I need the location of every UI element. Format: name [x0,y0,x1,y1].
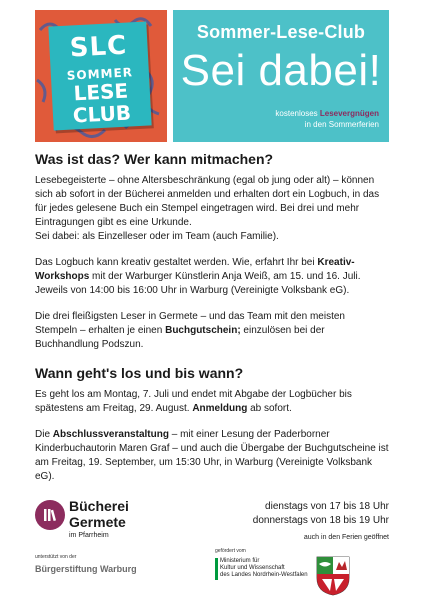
section2-paragraph1 [35,388,389,416]
s2p2-text-a: Die [35,429,53,440]
hours-tuesday: dienstags von 17 bis 18 Uhr [265,501,389,512]
s2p2-text-b: – mit einer Lesung der Paderborner Kinderbuchautorin Maren Graf – und auch die Übergabe der Buchgutscheine ist am Freitag, 19. September, um 15:30 Uhr, in Warburg (Vereinigte Volksbank eG). [35,429,389,482]
logo-card [48,22,151,131]
library-name-line2: Germete [69,514,126,530]
main-headline: Sei dabei! [180,46,382,95]
main-content [35,150,389,496]
section2-heading: Wann geht's los und bis wann? [35,365,244,381]
section1-paragraph3 [35,310,389,352]
club-title: Sommer-Lese-Club [196,22,366,42]
workshop-highlight: Kreativ-Workshops [35,257,355,282]
p3-text-b: einzulösen bei der Buchhandlung Podszun. [35,325,325,350]
ministry-bar [215,558,218,580]
logo-line-club: CLUB [72,100,132,128]
library-books-icon [35,500,65,530]
supporter-name: Bürgerstiftung Warburg [35,564,137,574]
final-event-highlight: Abschlussveranstaltung [52,429,169,440]
s2p1-text-a: Es geht los am Montag, 7. Juli und endet mit Abgabe der Logbücher bis spätestens am Freitag, 29. August. [35,389,352,414]
slc-logo [35,10,167,142]
ministry-line1: Ministerium für [220,558,260,564]
tagline [275,108,379,130]
section1-paragraph1: Lesebegeisterte – ohne Altersbeschränkung (egal ob jung oder alt) – können sich ab sofort in der Bücherei anmelden und erhalten dort ein Logbuch, in das für jedes gelesene Buch ein Stempel eingetragen wird. Bei drei und mehr Eintragungen gibt es eine Urkunde. [35,175,380,228]
section2-paragraph2 [35,428,389,484]
hours-thursday: donnerstags von 18 bis 19 Uhr [252,515,389,526]
section1-paragraph2 [35,256,389,298]
s2p1-text-b: ab sofort. [247,403,292,414]
p2-text-a: Das Logbuch kann kreativ gestaltet werden. Wie, erfahrt Ihr bei [35,257,318,268]
tagline-highlight: Lesevergnügen [319,109,379,118]
title-panel [173,10,389,142]
tagline-prefix: kostenloses [275,109,320,118]
hours-note: auch in den Ferien geöffnet [303,534,389,541]
library-location: im Pfarrheim [69,532,109,539]
logo-line-lese: LESE [72,78,129,106]
library-name [69,498,129,530]
library-name-line1: Bücherei [69,498,129,514]
supporter [35,554,137,574]
section1-paragraph1b: Sei dabei: als Einzelleser oder im Team (auch Familie). [35,231,279,242]
registration-highlight: Anmeldung [192,403,248,414]
library-books-glyph [35,500,65,530]
ministry-line3: des Landes Nordrhein-Westfalen [220,572,308,578]
logo-line-sommer: SOMMER [66,65,134,83]
header [35,10,389,142]
tagline-line2: in den Sommerferien [304,120,379,129]
voucher-highlight: Buchgutschein; [165,325,241,336]
supporter-label: unterstützt von der [35,554,77,560]
logo-abbr: SLC [69,30,128,64]
funding-label: gefördert vom [215,548,246,554]
nrw-crest-icon [316,556,350,596]
p3-text-a: Die drei fleißigsten Leser in Germete – und das Team mit den meisten Stempeln – erhalten je einen [35,311,345,336]
ministry-line2: Kultur und Wissenschaft [220,565,285,571]
funding [215,548,308,578]
opening-hours [253,500,389,545]
section1-heading: Was ist das? Wer kann mitmachen? [35,151,274,167]
p2-text-b: mit der Warburger Künstlerin Anja Weiß, am 15. und 16. Juli. Jeweils von 14:00 bis 16:00 Uhr in Warburg (Vereinigte Volksbank eG). [35,271,361,296]
